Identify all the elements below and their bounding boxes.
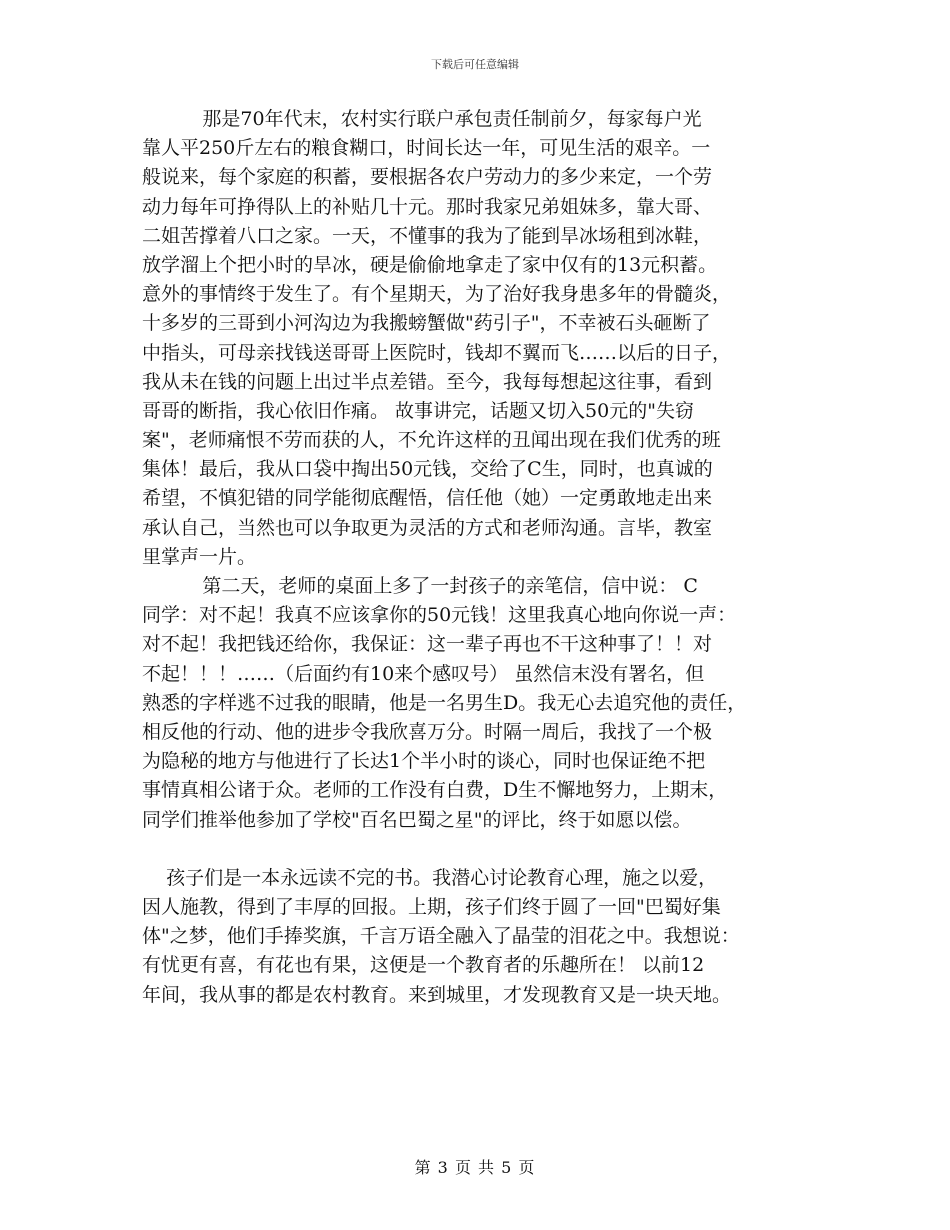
page-number: 第 3 页 共 5 页 — [414, 1158, 536, 1177]
text-line: 靠人平250斤左右的粮食糊口，时间长达一年，可见生活的艰辛。一 — [142, 137, 711, 160]
text-line: 案"，老师痛恨不劳而获的人，不允许这样的丑闻出现在我们优秀的班 — [142, 429, 721, 452]
text-line: 集体！最后，我从口袋中掏出50元钱，交给了C生，同时，也真诚的 — [142, 458, 713, 481]
text-line: 同学：对不起！我真不应该拿你的50元钱！这里我真心地向你说一声： — [142, 604, 737, 627]
text-line: 我从未在钱的问题上出过半点差错。至今，我每每想起这往事，看到 — [142, 370, 713, 393]
text-line: 中指头，可母亲找钱送哥哥上医院时，钱却不翼而飞……以后的日子， — [142, 341, 732, 364]
text-line: 般说来，每个家庭的积蓄，要根据各农户劳动力的多少来定，一个劳 — [142, 166, 713, 189]
text-line: 里掌声一片。 — [142, 545, 257, 568]
paragraph-gap — [142, 835, 822, 864]
text-line: 希望，不慎犯错的同学能彻底醒悟，信任他（她）一定勇敢地走出来 — [142, 487, 713, 510]
paragraph — [142, 105, 822, 572]
page-header: 下载后可任意编辑 — [431, 58, 519, 71]
text-line: 孩子们是一本永远读不完的书。我潜心讨论教育心理，施之以爱， — [142, 866, 718, 889]
text-line: 第二天，老师的桌面上多了一封孩子的亲笔信，信中说： C — [142, 575, 698, 597]
text-line: 对不起！我把钱还给你，我保证：这一辈子再也不干这种事了！！对 — [142, 633, 713, 656]
text-line: 相反他的行动、他的进步令我欣喜万分。时隔一周后，我找了一个极 — [142, 720, 713, 743]
paragraph — [142, 572, 822, 835]
text-line: 年间，我从事的都是农村教育。来到城里，才发现教育又是一块天地。 — [142, 983, 732, 1006]
text-line: 不起！！！……（后面约有10来个感叹号） 虽然信末没有署名，但 — [142, 662, 705, 685]
paragraph — [142, 864, 822, 1010]
text-line: 同学们推举他参加了学校"百名巴蜀之星"的评比，终于如愿以偿。 — [142, 808, 692, 831]
text-line: 二姐苦撑着八口之家。一天，不懂事的我为了能到旱冰场租到冰鞋， — [142, 224, 713, 247]
text-line: 意外的事情终于发生了。有个星期天，为了治好我身患多年的骨髓炎， — [142, 283, 732, 306]
text-line: 因人施教，得到了丰厚的回报。上期，孩子们终于圆了一回"巴蜀好集 — [142, 896, 721, 919]
text-line: 为隐秘的地方与他进行了长达1个半小时的谈心，同时也保证绝不把 — [142, 750, 706, 773]
document-body — [142, 105, 822, 1010]
text-line: 哥哥的断指，我心依旧作痛。 故事讲完，话题又切入50元的"失窃 — [142, 399, 694, 422]
text-line: 承认自己，当然也可以争取更为灵活的方式和老师沟通。言毕，教室 — [142, 516, 713, 539]
text-line: 体"之梦，他们手捧奖旗，千言万语全融入了晶莹的泪花之中。我想说： — [142, 925, 740, 948]
text-line: 动力每年可挣得队上的补贴几十元。那时我家兄弟姐妹多，靠大哥、 — [142, 195, 713, 218]
text-line: 事情真相公诸于众。老师的工作没有白费，D生不懈地努力，上期末， — [142, 779, 728, 802]
text-line: 熟悉的字样逃不过我的眼睛，他是一名男生D。我无心去追究他的责任， — [142, 691, 747, 714]
text-line: 那是70年代末，农村实行联户承包责任制前夕，每家每户光 — [142, 108, 702, 130]
text-line: 有忧更有喜，有花也有果，这便是一个教育者的乐趣所在！ 以前12 — [142, 954, 705, 977]
text-line: 十多岁的三哥到小河沟边为我搬螃蟹做"药引子"，不幸被石头砸断了 — [142, 312, 711, 335]
text-line: 放学溜上个把小时的旱冰，硬是偷偷地拿走了家中仅有的13元积蓄。 — [142, 253, 718, 276]
